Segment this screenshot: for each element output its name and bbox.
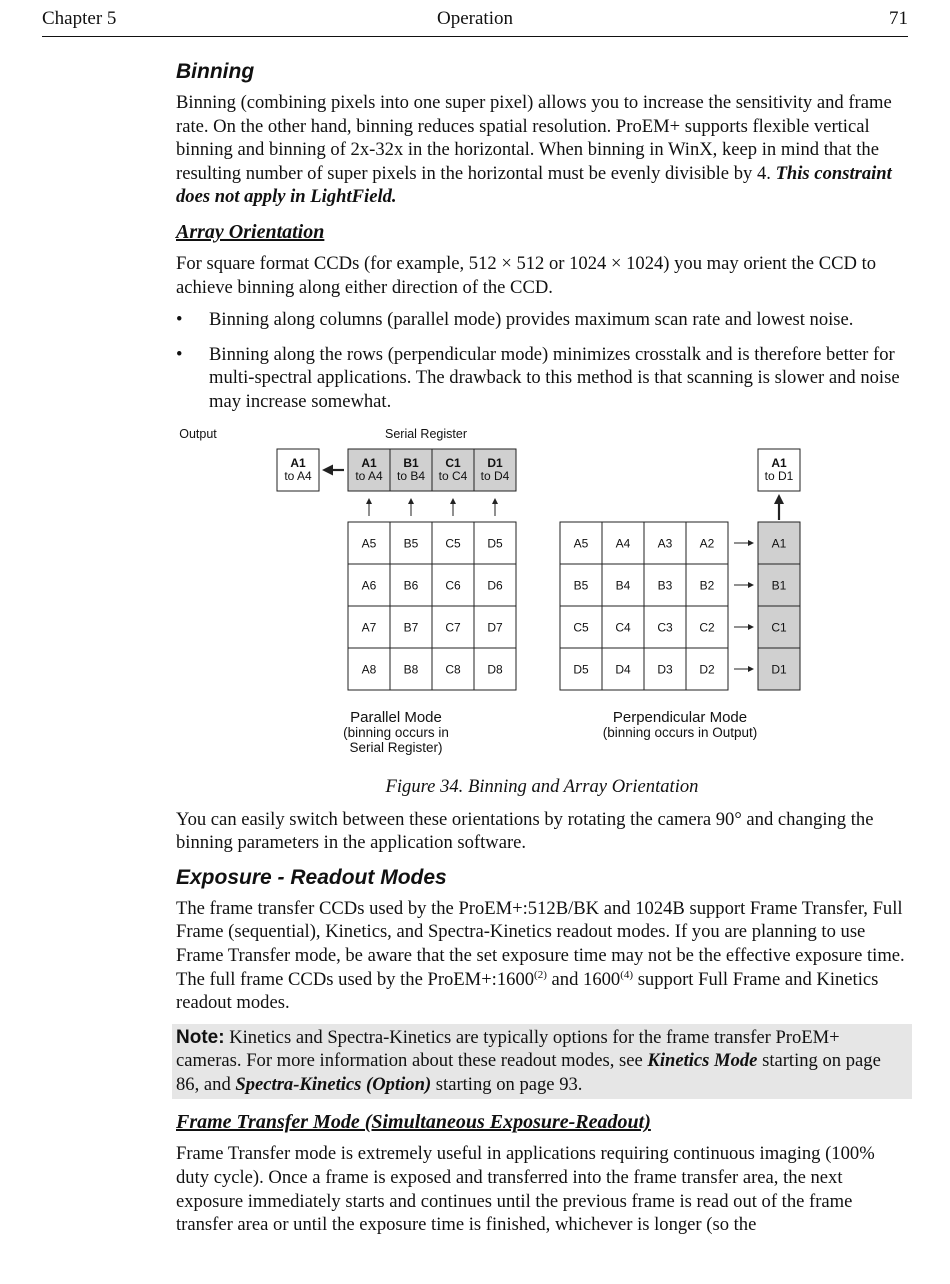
parallel-grid-cell-label: D5 [487,536,503,551]
bullet-item-parallel [176,308,908,332]
output-label: Output [179,426,217,441]
note-link-kinetics[interactable]: Kinetics Mode [647,1050,758,1072]
bullet-marker: • [176,309,183,331]
parallel-output-cell-label: A1 [290,455,306,470]
perp-shift-cell-label: B1 [771,578,787,593]
rotation-paragraph: You can easily switch between these orientations by rotating the camera 90° and changing the binning parameters in the application software. [176,808,874,854]
exposure-paragraph [176,897,908,1015]
note-text-a: Kinetics and Spectra-Kinetics are typically options for the frame transfer ProEM+ cameras. For more information about these readout modes, see [176,1026,840,1072]
serial-register-cell-label: to C4 [438,468,468,483]
binning-diagram [176,425,908,770]
perp-output-cell-label: A1 [771,455,787,470]
perp-grid-cell-label: B4 [615,578,631,593]
parallel-grid-cell-label: A6 [361,578,377,593]
perp-grid-cell-label: C5 [573,620,589,635]
parallel-grid-cell-label: B7 [403,620,419,635]
output-arrow-head [322,464,333,475]
binning-text: Binning (combining pixels into one super pixel) allows you to increase the sensitivity and frame rate. On the other hand, binning reduces spatial resolution. ProEM+ supports flexible vertical binning and binning of 2x-32x in the horizontal. When binning in WinX, keep in mind that the resulting number of super pixels in the horizontal must be evenly divisible by 4. [176,92,892,184]
perp-grid-cell-label: D3 [657,662,673,677]
perp-grid-cell-label: B2 [699,578,715,593]
perp-grid-cell-label: D4 [615,662,631,677]
bullet-marker: • [176,343,183,365]
parallel-grid-cell-label: B5 [403,536,419,551]
note-link-spectra-kinetics[interactable]: Spectra-Kinetics (Option) [235,1073,432,1095]
perp-grid-cell-label: D2 [699,662,715,677]
perp-output-cell-label: to D1 [764,468,794,483]
figure-caption: Figure 34. Binning and Array Orientation [385,775,699,797]
parallel-grid-cell-label: C5 [445,536,461,551]
page-content [176,58,908,1246]
perp-grid-cell-label: A5 [573,536,589,551]
parallel-grid-cell-label: A8 [361,662,377,677]
page-number: 71 [889,8,908,29]
footnote-ref: (2) [534,968,547,981]
exposure-text-b: and 1600 [546,968,621,990]
serial-register-cell-label: C1 [445,455,461,470]
perp-grid-cell-label: B5 [573,578,589,593]
serial-register-cell-label: to B4 [396,468,426,483]
parallel-grid-cell-label: A5 [361,536,377,551]
note-label: Note: [176,1026,225,1048]
array-orientation-paragraph: For square format CCDs (for example, 512 × 512 or 1024 × 1024) you may orient the CCD to achieve binning along either direction of the CCD. [176,252,877,298]
perp-grid-cell-label: C4 [615,620,631,635]
serial-register-cell-label: B1 [403,455,419,470]
binning-emphasis: This constraint does not apply in LightField. [176,162,892,208]
parallel-caption-line: (binning occurs in [343,724,449,740]
serial-register-cell-label: to A4 [355,468,383,483]
binning-heading: Binning [176,60,255,83]
serial-register-label: Serial Register [385,426,467,441]
bullet-text: Binning along the rows (perpendicular mode) minimizes crosstalk and is therefore better for multi-spectral applications. The drawback to this method is that scanning is slower and noise may increase somewhat. [209,343,900,412]
parallel-grid-cell-label: A7 [361,620,377,635]
perp-grid-cell-label: A3 [657,536,673,551]
orientation-bullet-list [176,308,908,413]
frame-transfer-paragraph: Frame Transfer mode is extremely useful in applications requiring continuous imaging (100% duty cycle). Once a frame is exposed and transferred into the frame transfer area, the next exposure immediately starts and continues until the previous frame is read out of the frame transfer area or until the exposure time is finished, whichever is longer (so the [176,1143,875,1236]
shift-arrow-head [492,498,498,504]
serial-register-cell-label: A1 [361,455,377,470]
perp-grid-cell-label: B3 [657,578,673,593]
perp-caption-line: Perpendicular Mode [612,708,748,726]
exposure-text-c: support Full Frame and Kinetics readout modes. [176,968,879,1014]
perp-arrow-head [748,540,754,546]
shift-arrow-head [450,498,456,504]
frame-transfer-heading: Frame Transfer Mode (Simultaneous Exposure-Readout) [176,1111,651,1134]
array-orientation-heading: Array Orientation [176,220,325,243]
perp-output-arrow-head [774,494,784,504]
parallel-grid-cell-label: C6 [445,578,461,593]
parallel-grid-cell-label: C7 [445,620,461,635]
perp-grid-cell-label: D5 [573,662,589,677]
perp-grid-cell-label: A2 [699,536,715,551]
shift-arrow-head [366,498,372,504]
perp-shift-cell-label: C1 [771,620,787,635]
perp-caption-line: (binning occurs in Output) [602,724,758,740]
header-title: Operation [437,8,513,29]
note-text-c: starting on page 93. [431,1073,583,1095]
serial-register-cell-label: D1 [487,455,503,470]
exposure-heading: Exposure - Readout Modes [176,865,447,889]
parallel-grid-cell-label: B8 [403,662,419,677]
perp-arrow-head [748,624,754,630]
footnote-ref: (4) [620,968,634,981]
parallel-grid-cell-label: D6 [487,578,503,593]
parallel-output-cell-label: to A4 [284,468,312,483]
perp-grid-cell-label: A4 [615,536,631,551]
page-header [42,6,908,37]
perp-arrow-head [748,666,754,672]
binning-figure [176,425,908,770]
parallel-grid-cell-label: B6 [403,578,419,593]
perp-grid-cell-label: C3 [657,620,673,635]
bullet-item-perpendicular [176,343,908,414]
parallel-grid-cell-label: D8 [487,662,503,677]
note-text-b: starting on page 86, and [176,1050,881,1095]
parallel-caption-line: Parallel Mode [350,708,442,726]
parallel-grid-cell-label: C8 [445,662,461,677]
note-box [172,1024,912,1100]
perp-grid-cell-label: C2 [699,620,715,635]
perp-arrow-head [748,582,754,588]
chapter-label: Chapter 5 [42,8,117,29]
perp-shift-cell-label: D1 [771,662,787,677]
parallel-caption-line: Serial Register) [349,739,443,755]
bullet-text: Binning along columns (parallel mode) provides maximum scan rate and lowest noise. [209,309,854,331]
serial-register-cell-label: to D4 [480,468,510,483]
parallel-grid-cell-label: D7 [487,620,503,635]
exposure-text-a: The frame transfer CCDs used by the ProEM+:512B/BK and 1024B support Frame Transfer, Full Frame (sequential), Kinetics, and Spectra-Kinetics readout modes. If you are planning to use Frame Transfer mode, be aware that the set exposure time may not be the effective exposure time. The full frame CCDs used by the ProEM+:1600 [176,897,905,990]
shift-arrow-head [408,498,414,504]
binning-paragraph [176,91,908,209]
perp-shift-cell-label: A1 [771,536,787,551]
